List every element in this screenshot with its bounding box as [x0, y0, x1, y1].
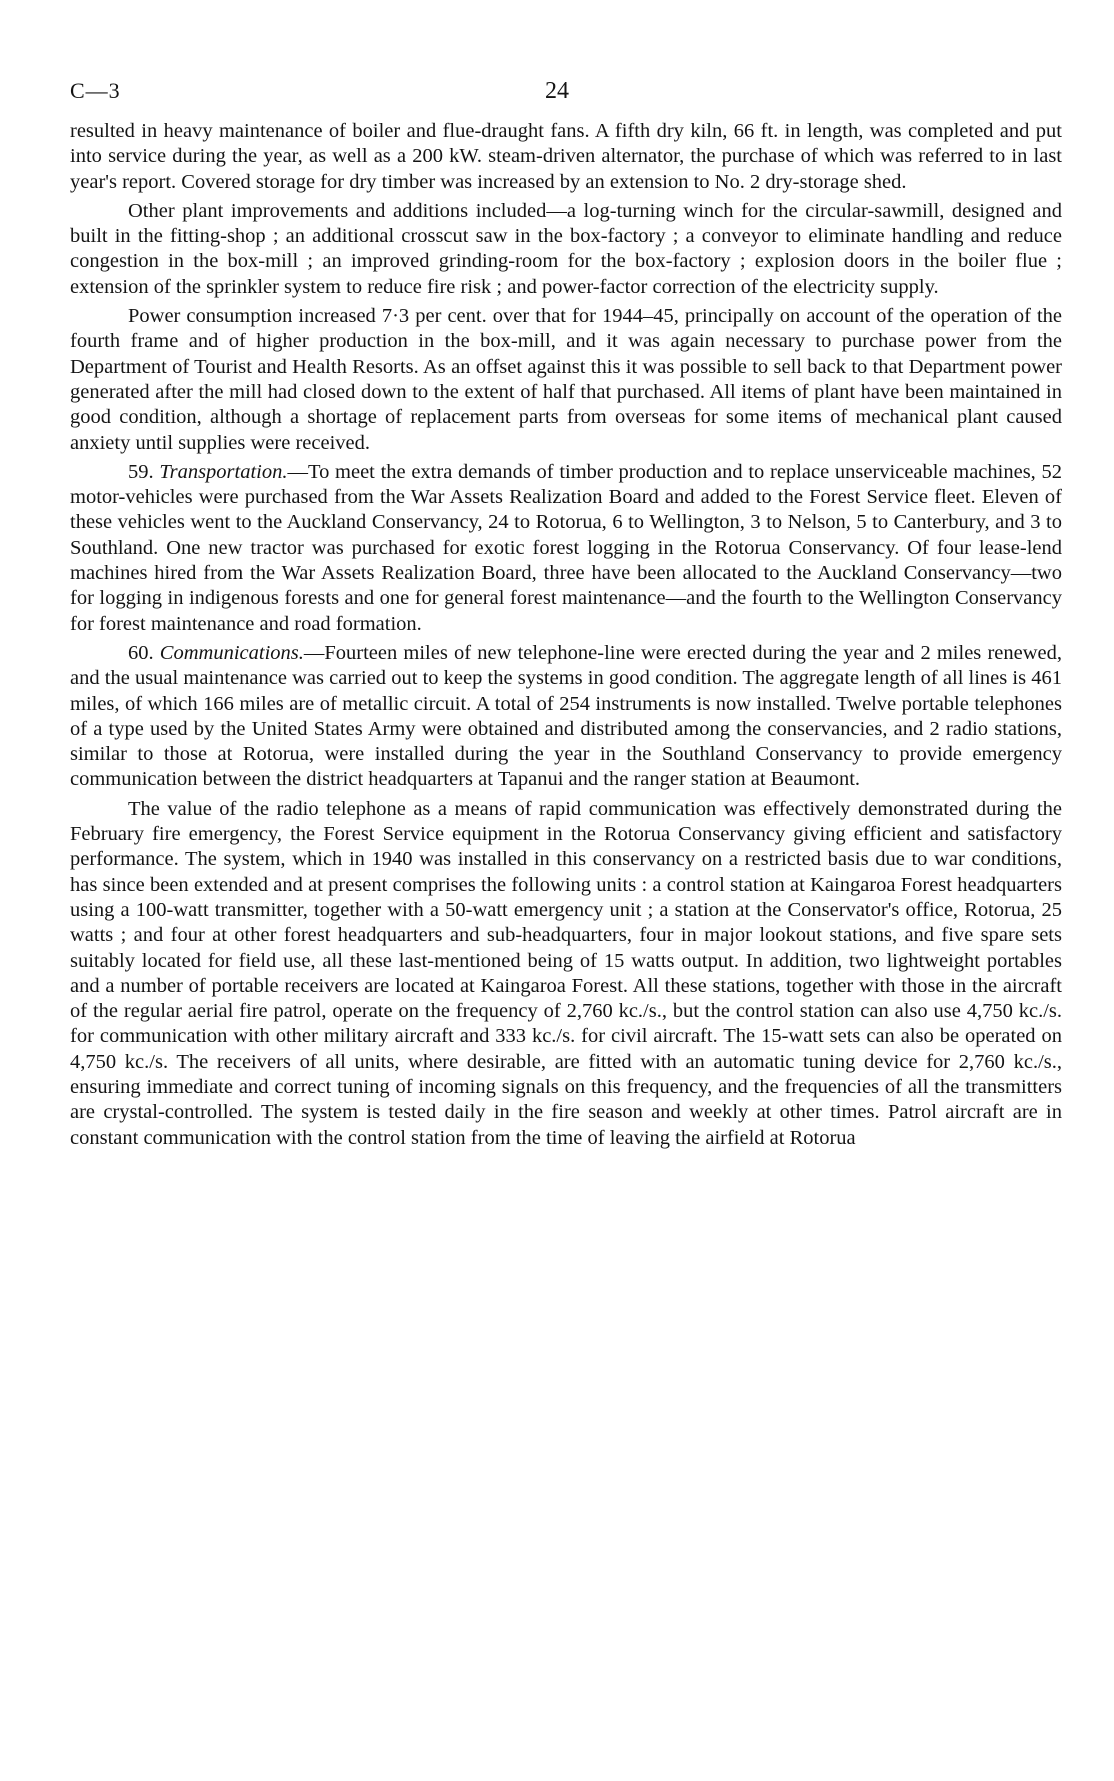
section-heading: Communications. — [159, 641, 304, 664]
document-body — [70, 119, 1062, 1155]
paragraph-text: Power consumption increased 7·3 per cent. over that for 1944–45, principally on account of the operation of the fourth frame and of higher production in the box-mill, and it was again necessary to purchase power from the Department of Tourist and Health Resorts. As an offset against this it was possible to sell back to that Department power generated after the mill had closed down to the extent of half that purchased. All items of plant have been maintained in good condition, although a shortage of replacement parts from overseas for some items of mechanical plant caused anxiety until supplies were received. — [70, 305, 1062, 454]
paragraph-text: resulted in heavy maintenance of boiler and flue-draught fans. A fifth dry kiln, 66 ft. in length, was completed and put into service during the year, as well as a 200 kW. steam-driven alternator, the purchase of which was referred to in last year's report. Covered storage for dry timber was increased by an extension to No. 2 dry-storage shed. — [70, 120, 1062, 193]
page-header — [0, 78, 1114, 108]
paragraph-text: —To meet the extra demands of timber production and to replace unserviceable machines, 52 motor-vehicles were purchased from the War Assets Realization Board and added to the Forest Service fleet. Eleven of these vehicles went to the Auckland Conservancy, 24 to Rotorua, 6 to Wellington, 3 to Nelson, 5 to Canterbury, and 3 to Southland. One new tractor was purchased for exotic forest logging in the Rotorua Conservancy. Of four lease-lend machines hired from the War Assets Realization Board, three have been allocated to the Auckland Conservancy—two for logging in indigenous forests and one for general forest maintenance—and the fourth to the Wellington Conservancy for forest maintenance and road formation. — [70, 460, 1062, 635]
section-number: 59. — [128, 460, 154, 483]
page-number: 24 — [545, 78, 569, 104]
section-transportation — [70, 460, 1062, 637]
paragraph-text: Other plant improvements and additions included—a log-turning winch for the circular-sawmill, designed and built in the fitting-shop ; an additional crosscut saw in the box-factory ; a conveyor to eliminate handling and reduce congestion in the box-mill ; an improved grinding-room for the box-factory ; explosion doors in the boiler flue ; extension of the sprinkler system to reduce fire risk ; and power-factor correction of the electricity supply. — [70, 199, 1062, 298]
paragraph-text: The value of the radio telephone as a means of rapid communication was effectively demonstrated during the February fire emergency, the Forest Service equipment in the Rotorua Conservancy giving efficient and satisfactory performance. The system, which in 1940 was installed in this conservancy on a restricted basis due to war conditions, has since been extended and at present comprises the following units : a control station at Kaingaroa Forest headquarters using a 100-watt transmitter, together with a 50-watt emergency unit ; a station at the Conservator's office, Rotorua, 25 watts ; and four at other forest headquarters and sub-headquarters, four in major lookout stations, and five spare sets suitably located for field use, all these last-mentioned being of 15 watts output. In addition, two lightweight portables and a number of portable receivers are located at Kaingaroa Forest. All these stations, together with those in the aircraft of the regular aerial fire patrol, operate on the frequency of 2,760 kc./s., but the control station can also use 4,750 kc./s. for communication with other military aircraft and 333 kc./s. for civil aircraft. The 15-watt sets can also be operated on 4,750 kc./s. The receivers of all units, where desirable, are fitted with an automatic tuning device for 2,760 kc./s., ensuring immediate and correct tuning of incoming signals on this frequency, and the frequencies of all the transmitters are crystal-controlled. The system is tested daily in the fire season and weekly at other times. Patrol aircraft are in constant communication with the control station from the time of leaving the airfield at Rotorua — [70, 797, 1062, 1149]
paragraph-plant-improvements — [70, 199, 1062, 300]
section-heading: Transportation. — [159, 460, 288, 483]
document-code: C—3 — [70, 78, 121, 103]
paragraph-radio-telephone — [70, 797, 1062, 1151]
paragraph-continuation — [70, 119, 1062, 195]
paragraph-text: —Fourteen miles of new telephone-line were erected during the year and 2 miles renewed, and the usual maintenance was carried out to keep the systems in good condition. The aggregate length of all lines is 461 miles, of which 166 miles are of metallic circuit. A total of 254 instruments is now installed. Twelve portable telephones of a type used by the United States Army were obtained and distributed among the conservancies, and 2 radio stations, similar to those at Rotorua, were installed during the year in the Southland Conservancy to provide emergency communication between the district headquarters at Tapanui and the ranger station at Beaumont. — [70, 641, 1063, 791]
paragraph-power-consumption — [70, 304, 1062, 456]
section-number: 60. — [128, 641, 154, 664]
section-communications — [70, 641, 1062, 793]
